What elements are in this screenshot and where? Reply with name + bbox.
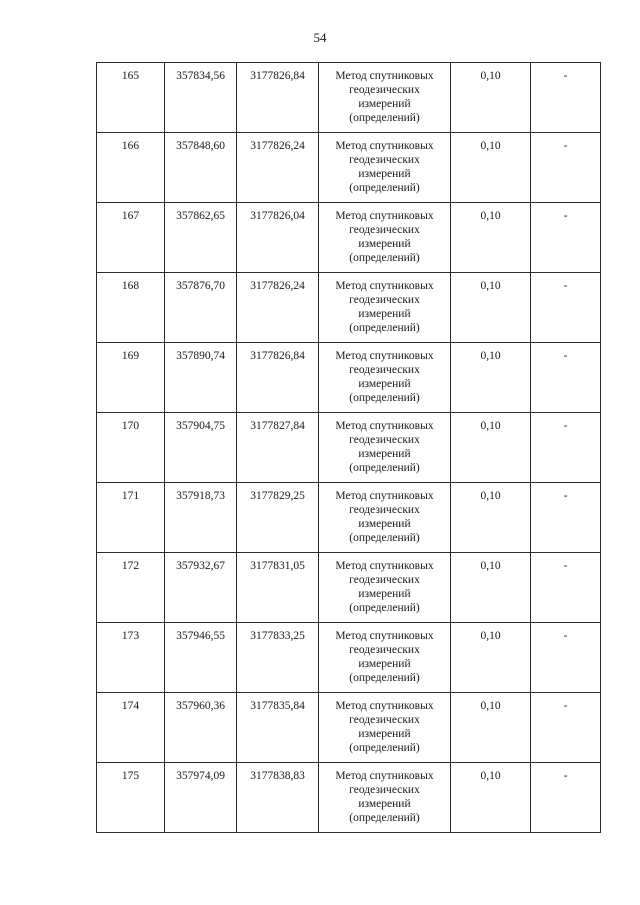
method-line: (определений) — [349, 532, 420, 544]
page-number: 54 — [313, 30, 327, 45]
y-coordinate-cell: 3177829,25 — [237, 483, 319, 553]
accuracy-cell: 0,10 — [451, 483, 531, 553]
table-row — [97, 343, 601, 413]
method-line: геодезических — [349, 84, 420, 96]
method-line: Метод спутниковых — [335, 490, 434, 502]
method-cell — [319, 63, 451, 133]
description-cell: - — [531, 273, 601, 343]
y-coordinate-cell: 3177838,83 — [237, 763, 319, 833]
method-line: (определений) — [349, 322, 420, 334]
point-number-cell: 167 — [97, 203, 165, 273]
method-line: (определений) — [349, 182, 420, 194]
method-line: измерений — [358, 378, 411, 390]
method-line: геодезических — [349, 644, 420, 656]
x-coordinate-cell: 357834,56 — [165, 63, 237, 133]
table-row — [97, 273, 601, 343]
x-coordinate-cell: 357960,36 — [165, 693, 237, 763]
method-cell — [319, 763, 451, 833]
accuracy-cell: 0,10 — [451, 693, 531, 763]
method-line: измерений — [358, 98, 411, 110]
y-coordinate-cell: 3177827,84 — [237, 413, 319, 483]
y-coordinate-cell: 3177826,24 — [237, 133, 319, 203]
point-number-cell: 168 — [97, 273, 165, 343]
accuracy-cell: 0,10 — [451, 553, 531, 623]
point-number-cell: 172 — [97, 553, 165, 623]
method-line: геодезических — [349, 714, 420, 726]
method-line: (определений) — [349, 252, 420, 264]
accuracy-cell: 0,10 — [451, 133, 531, 203]
method-cell — [319, 273, 451, 343]
method-line: (определений) — [349, 742, 420, 754]
method-line: геодезических — [349, 784, 420, 796]
x-coordinate-cell: 357974,09 — [165, 763, 237, 833]
method-line: Метод спутниковых — [335, 770, 434, 782]
x-coordinate-cell: 357932,67 — [165, 553, 237, 623]
method-cell — [319, 413, 451, 483]
method-line: геодезических — [349, 294, 420, 306]
method-line: (определений) — [349, 602, 420, 614]
accuracy-cell: 0,10 — [451, 623, 531, 693]
x-coordinate-cell: 357904,75 — [165, 413, 237, 483]
method-line: Метод спутниковых — [335, 140, 434, 152]
method-line: измерений — [358, 658, 411, 670]
x-coordinate-cell: 357848,60 — [165, 133, 237, 203]
point-number-cell: 169 — [97, 343, 165, 413]
x-coordinate-cell: 357890,74 — [165, 343, 237, 413]
method-line: Метод спутниковых — [335, 700, 434, 712]
method-line: (определений) — [349, 672, 420, 684]
accuracy-cell: 0,10 — [451, 413, 531, 483]
table-row — [97, 203, 601, 273]
table-row — [97, 413, 601, 483]
description-cell: - — [531, 413, 601, 483]
description-cell: - — [531, 623, 601, 693]
method-line: измерений — [358, 518, 411, 530]
method-line: измерений — [358, 728, 411, 740]
method-line: (определений) — [349, 812, 420, 824]
point-number-cell: 171 — [97, 483, 165, 553]
point-number-cell: 170 — [97, 413, 165, 483]
method-line: измерений — [358, 798, 411, 810]
accuracy-cell: 0,10 — [451, 63, 531, 133]
method-line: Метод спутниковых — [335, 350, 434, 362]
description-cell: - — [531, 483, 601, 553]
table-row — [97, 483, 601, 553]
method-cell — [319, 693, 451, 763]
y-coordinate-cell: 3177826,84 — [237, 343, 319, 413]
method-line: Метод спутниковых — [335, 630, 434, 642]
coordinates-table — [96, 62, 601, 833]
y-coordinate-cell: 3177835,84 — [237, 693, 319, 763]
method-cell — [319, 623, 451, 693]
table-row — [97, 553, 601, 623]
accuracy-cell: 0,10 — [451, 273, 531, 343]
table-row — [97, 693, 601, 763]
method-cell — [319, 203, 451, 273]
description-cell: - — [531, 63, 601, 133]
table-row — [97, 133, 601, 203]
method-line: измерений — [358, 308, 411, 320]
description-cell: - — [531, 133, 601, 203]
coordinates-table-body — [97, 63, 601, 833]
description-cell: - — [531, 203, 601, 273]
method-line: геодезических — [349, 434, 420, 446]
description-cell: - — [531, 343, 601, 413]
method-line: Метод спутниковых — [335, 210, 434, 222]
point-number-cell: 166 — [97, 133, 165, 203]
method-cell — [319, 553, 451, 623]
accuracy-cell: 0,10 — [451, 203, 531, 273]
x-coordinate-cell: 357946,55 — [165, 623, 237, 693]
method-line: (определений) — [349, 112, 420, 124]
point-number-cell: 174 — [97, 693, 165, 763]
y-coordinate-cell: 3177831,05 — [237, 553, 319, 623]
accuracy-cell: 0,10 — [451, 343, 531, 413]
method-line: (определений) — [349, 392, 420, 404]
method-line: геодезических — [349, 154, 420, 166]
method-cell — [319, 133, 451, 203]
y-coordinate-cell: 3177826,24 — [237, 273, 319, 343]
description-cell: - — [531, 553, 601, 623]
method-line: Метод спутниковых — [335, 70, 434, 82]
method-line: измерений — [358, 588, 411, 600]
description-cell: - — [531, 763, 601, 833]
method-line: геодезических — [349, 224, 420, 236]
y-coordinate-cell: 3177826,04 — [237, 203, 319, 273]
y-coordinate-cell: 3177826,84 — [237, 63, 319, 133]
method-cell — [319, 343, 451, 413]
point-number-cell: 175 — [97, 763, 165, 833]
x-coordinate-cell: 357862,65 — [165, 203, 237, 273]
method-line: Метод спутниковых — [335, 560, 434, 572]
method-line: геодезических — [349, 504, 420, 516]
table-row — [97, 763, 601, 833]
y-coordinate-cell: 3177833,25 — [237, 623, 319, 693]
point-number-cell: 165 — [97, 63, 165, 133]
method-cell — [319, 483, 451, 553]
x-coordinate-cell: 357876,70 — [165, 273, 237, 343]
method-line: геодезических — [349, 574, 420, 586]
x-coordinate-cell: 357918,73 — [165, 483, 237, 553]
table-row — [97, 623, 601, 693]
method-line: Метод спутниковых — [335, 420, 434, 432]
method-line: измерений — [358, 238, 411, 250]
method-line: измерений — [358, 448, 411, 460]
method-line: (определений) — [349, 462, 420, 474]
table-row — [97, 63, 601, 133]
method-line: Метод спутниковых — [335, 280, 434, 292]
point-number-cell: 173 — [97, 623, 165, 693]
description-cell: - — [531, 693, 601, 763]
accuracy-cell: 0,10 — [451, 763, 531, 833]
method-line: измерений — [358, 168, 411, 180]
method-line: геодезических — [349, 364, 420, 376]
